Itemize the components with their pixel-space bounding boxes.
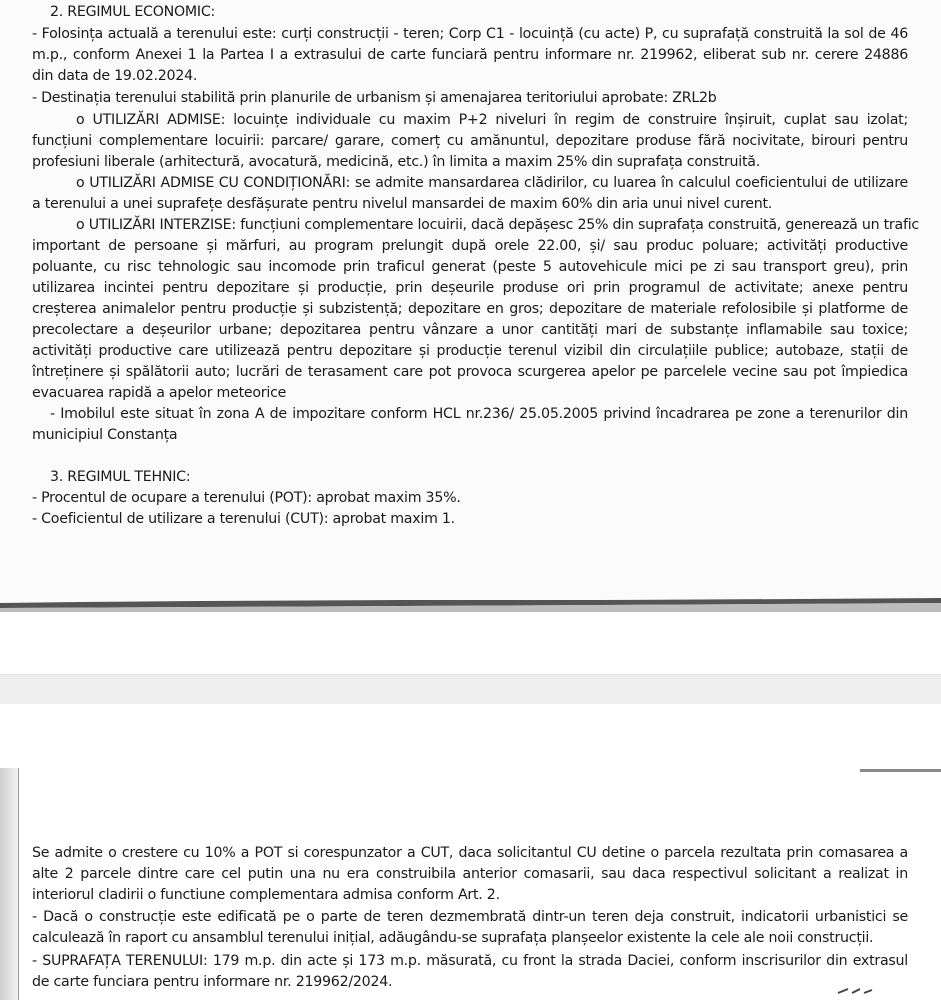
page-separator xyxy=(0,674,941,706)
pot-line: - Procentul de ocupare a terenului (POT): aprobat maxim 35%. xyxy=(32,490,461,506)
torn-paper-edge xyxy=(0,596,941,612)
section-heading-regimul-economic: 2. REGIMUL ECONOMIC: xyxy=(50,4,216,20)
paragraph-line: creșterea animalelor pentru producție și subzistență; depozitare en gros; depozitare de materiale refolosibile și platforme de xyxy=(32,301,908,317)
paragraph-line: important de persoane și mărfuri, au program prelungit după orele 22.00, și/ sau produc poluare; activități productive xyxy=(32,238,908,254)
paragraph-line: poluante, cu risc tehnologic sau incomode prin traficul generat (peste 5 autovehicule mici pe zi sau transport greu), prin xyxy=(32,259,908,275)
paragraph-line: - Dacă o construcție este edificată pe o parte de teren dezmembrată dintr-un teren deja construit, indicatorii urbanistici se xyxy=(32,909,908,925)
paragraph-line: utilizarea incintei pentru depozitare și producție, prin deșeurile produse ori prin programul de activitate; anexe pentru xyxy=(32,280,908,296)
paragraph-line: profesiuni liberale (arhitectură, avocatură, medicină, etc.) în limita a maxim 25% din suprafața construită. xyxy=(32,154,760,170)
paragraph-line: interiorul cladirii o functiune complementara admisa conform Art. 2. xyxy=(32,887,500,903)
paragraph-line: - Destinația terenului stabilită prin planurile de urbanism și amenajarea teritoriului aprobate: ZRL2b xyxy=(32,90,717,106)
paragraph-line: alte 2 parcele dintre care cel putin una nu era construibila anterior comasarii, sau daca respectivul solicitant a realizat in xyxy=(32,866,908,882)
paragraph-line: Se admite o crestere cu 10% a POT si corespunzator a CUT, daca solicitantul CU detine o parcela rezultata prin comasarea a xyxy=(32,845,908,861)
paragraph-line: municipiul Constanța xyxy=(32,427,178,443)
paragraph-line: funcțiuni complementare locuirii: parcare/ garare, comerț cu amănuntul, depozitare produse fără nocivitate, birouri pentru xyxy=(32,133,908,149)
paragraph-line: precolectare a deșeurilor urbane; depozitarea pentru vânzare a unor cantități mari de substanțe inflamabile sau toxice; xyxy=(32,322,908,338)
paragraph-line: întreținere și spălătorii auto; lucrări de terasament care pot provoca scurgerea apelor pe parcelele vecine sau pot împiedica xyxy=(32,364,908,380)
paragraph-line: - Folosința actuală a terenului este: curți construcții - teren; Corp C1 - locuință (cu acte) P, cu suprafață construită la sol de 46 xyxy=(32,26,908,42)
paper-edge-shadow xyxy=(0,768,18,1000)
paragraph-line: din data de 19.02.2024. xyxy=(32,68,198,84)
paper-top-edge xyxy=(860,769,941,772)
paragraph-line: m.p., conform Anexei 1 la Partea I a extrasului de carte funciară pentru informare nr. 219962, eliberat sub nr. cerere 24886 xyxy=(32,47,908,63)
utilizari-interzise-line: o UTILIZĂRI INTERZISE: funcțiuni complementare locuirii, dacă depășesc 25% din suprafața construită, generează un trafic xyxy=(76,217,919,233)
blank-space xyxy=(0,612,941,674)
paper-edge-line xyxy=(18,768,19,1000)
paragraph-line: evacuarea rapidă a apelor meteorice xyxy=(32,385,287,401)
suprafata-terenului-line: - SUPRAFAȚA TERENULUI: 179 m.p. din acte și 173 m.p. măsurată, cu front la strada Daciei, conform inscrisurilor din extrasul xyxy=(32,953,908,969)
paragraph-line: de carte funciara pentru informare nr. 219962/2024. xyxy=(32,974,393,990)
cut-line: - Coeficientul de utilizare a terenului (CUT): aprobat maxim 1. xyxy=(32,511,455,527)
section-heading-regimul-tehnic: 3. REGIMUL TEHNIC: xyxy=(50,469,191,485)
utilizari-conditionari-line: o UTILIZĂRI ADMISE CU CONDIȚIONĂRI: se admite mansardarea clădirilor, cu luarea în calculul coeficientului de utilizare xyxy=(76,175,908,191)
paragraph-line: a terenului a unei suprafețe desfășurate pentru nivelul mansardei de maxim 60% din aria unui nivel curent. xyxy=(32,196,773,212)
page-corner-mark xyxy=(836,985,876,995)
paragraph-line: calculează în raport cu ansamblul terenului inițial, adăugându-se suprafața planșeelor existente la cele ale noii construcții. xyxy=(32,930,874,946)
utilizari-admise-line: o UTILIZĂRI ADMISE: locuințe individuale cu maxim P+2 niveluri în regim de construire înșiruit, cuplat sau izolat; xyxy=(76,112,908,128)
paragraph-line: activități productive care utilizează pentru depozitare și producție terenul vizibil din circulațiile publice; autobaze, stații de xyxy=(32,343,908,359)
impozitare-line: - Imobilul este situat în zona A de impozitare conform HCL nr.236/ 25.05.2005 privind încadrarea pe zone a terenurilor din xyxy=(50,406,908,422)
